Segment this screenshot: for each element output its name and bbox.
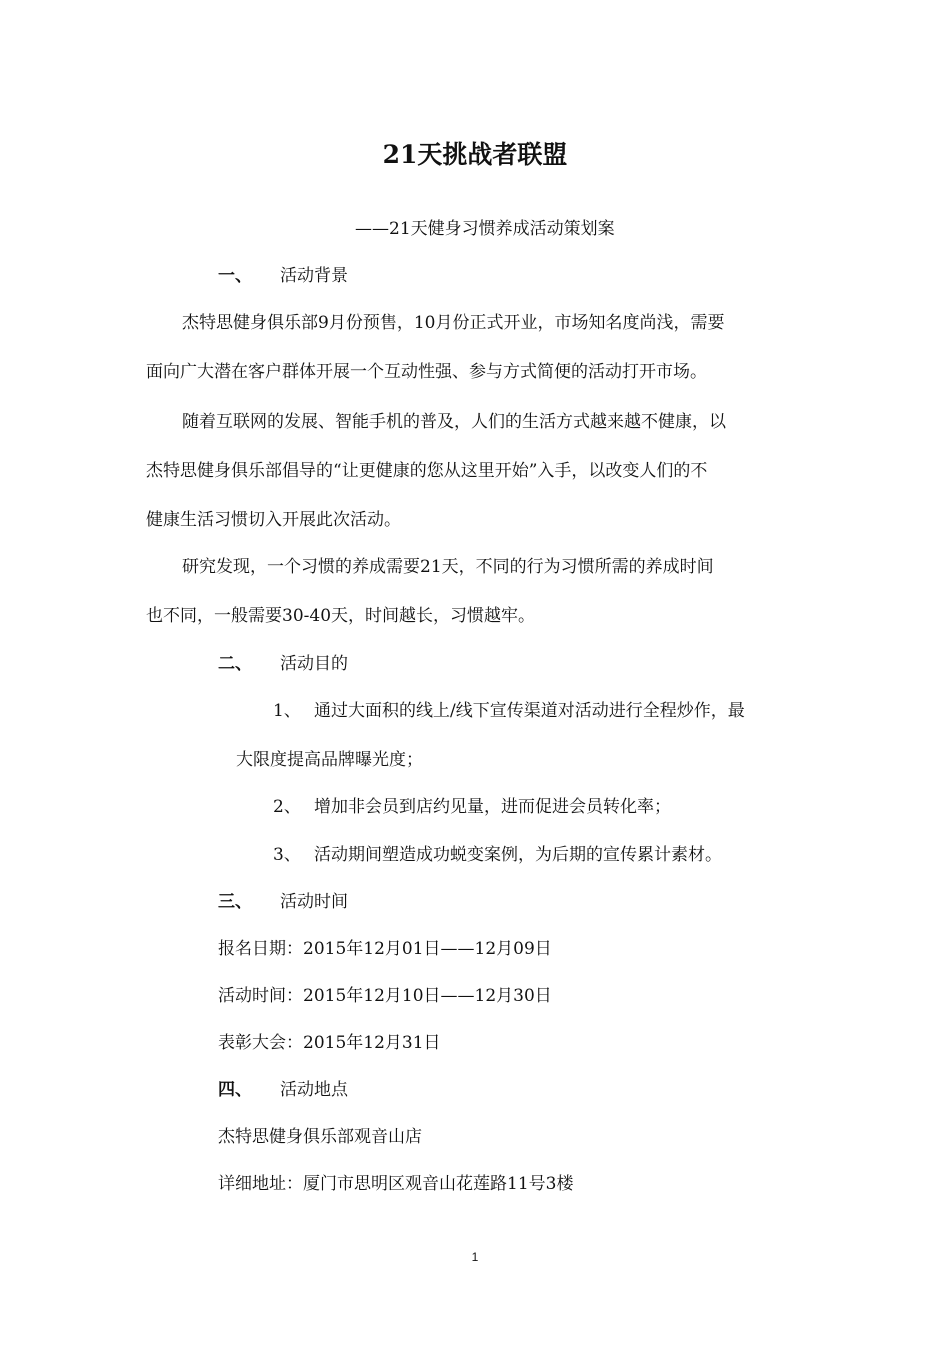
signup-date: 报名日期：2015年12月01日——12月09日	[218, 939, 552, 959]
goal-3-line-1: 活动期间塑造成功蜕变案例，为后期的宣传累计素材。	[314, 845, 722, 865]
section-3-heading: 活动时间	[280, 892, 348, 912]
background-paragraph-2-line-3: 健康生活习惯切入开展此次活动。	[146, 510, 401, 530]
goal-1-line-1: 通过大面积的线上/线下宣传渠道对活动进行全程炒作，最	[314, 701, 745, 721]
page-title: 21天挑战者联盟	[382, 140, 568, 169]
activity-period: 活动时间：2015年12月10日——12月30日	[218, 986, 552, 1006]
goal-3-number: 3、	[273, 845, 301, 865]
background-paragraph-2-line-1: 随着互联网的发展、智能手机的普及，人们的生活方式越来越不健康，以	[182, 412, 726, 432]
goal-1-line-2: 大限度提高品牌曝光度；	[236, 750, 423, 770]
page-subtitle: ——21天健身习惯养成活动策划案	[355, 219, 615, 239]
page-number: 1	[471, 1250, 479, 1264]
background-paragraph-3-line-2: 也不同，一般需要30-40天，时间越长，习惯越牢。	[146, 606, 536, 626]
section-3-number: 三、	[218, 892, 252, 912]
goal-2-line-1: 增加非会员到店约见量，进而促进会员转化率；	[314, 797, 671, 817]
section-2-number: 二、	[218, 654, 252, 674]
location-store: 杰特思健身俱乐部观音山店	[218, 1127, 422, 1147]
goal-2-number: 2、	[273, 797, 301, 817]
goal-1-number: 1、	[273, 701, 301, 721]
section-2-heading: 活动目的	[280, 654, 348, 674]
background-paragraph-1-line-2: 面向广大潜在客户群体开展一个互动性强、参与方式简便的活动打开市场。	[146, 362, 707, 382]
background-paragraph-1-line-1: 杰特思健身俱乐部9月份预售，10月份正式开业，市场知名度尚浅，需要	[182, 313, 725, 333]
location-address: 详细地址：厦门市思明区观音山花莲路11号3楼	[218, 1174, 574, 1194]
section-4-heading: 活动地点	[280, 1080, 348, 1100]
background-paragraph-3-line-1: 研究发现，一个习惯的养成需要21天，不同的行为习惯所需的养成时间	[182, 557, 714, 577]
section-4-number: 四、	[218, 1080, 252, 1100]
section-1-heading: 活动背景	[280, 266, 348, 286]
ceremony-date: 表彰大会：2015年12月31日	[218, 1033, 441, 1053]
section-1-number: 一、	[218, 266, 252, 286]
background-paragraph-2-line-2: 杰特思健身俱乐部倡导的“让更健康的您从这里开始”入手，以改变人们的不	[146, 461, 708, 481]
